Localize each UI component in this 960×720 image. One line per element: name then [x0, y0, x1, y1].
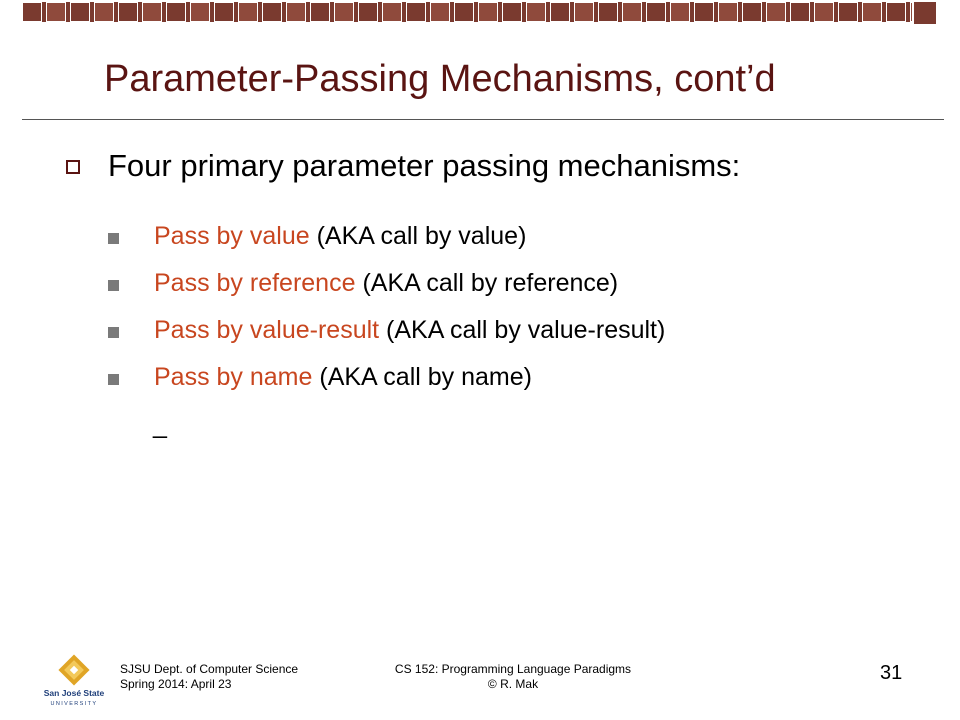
- top-decorative-bar: [0, 0, 960, 28]
- mechanism-aka: (AKA call by name): [312, 363, 532, 391]
- top-bar-square: [22, 2, 42, 22]
- top-bar-square: [70, 2, 90, 22]
- mechanism-name: Pass by value-result: [154, 316, 380, 344]
- mechanism-aka: (AKA call by value-result): [379, 316, 666, 344]
- top-bar-square: [742, 2, 762, 22]
- top-bar-square: [46, 2, 66, 22]
- mechanism-name: Pass by name: [154, 363, 313, 391]
- top-bar-square: [214, 2, 234, 22]
- top-bar-square: [358, 2, 378, 22]
- top-bar-square: [94, 2, 114, 22]
- footer-left: [120, 662, 298, 692]
- footer-author: © R. Mak: [487, 677, 539, 691]
- top-bar-square: [862, 2, 882, 22]
- top-bar-square: [550, 2, 570, 22]
- trailing-cursor-mark: _: [153, 411, 167, 439]
- logo-name-text: San José State: [43, 688, 105, 698]
- top-bar-square: [886, 2, 906, 22]
- mechanism-aka: (AKA call by reference): [355, 269, 619, 297]
- footer-course: CS 152: Programming Language Paradigms: [394, 662, 632, 676]
- top-bar-square: [790, 2, 810, 22]
- footer-date: Spring 2014: April 23: [120, 677, 232, 691]
- top-bar-square: [478, 2, 498, 22]
- top-bar-square: [166, 2, 186, 22]
- page-number: 31: [880, 662, 903, 684]
- title-divider: [22, 119, 944, 120]
- logo-university-text: UNIVERSITY: [50, 701, 98, 707]
- top-bar-square: [454, 2, 474, 22]
- square-bullet-icon: [108, 280, 119, 291]
- top-bar-square: [622, 2, 642, 22]
- top-bar-square: [190, 2, 210, 22]
- top-bar-square: [574, 2, 594, 22]
- top-bar-square: [694, 2, 714, 22]
- top-bar-square: [142, 2, 162, 22]
- top-bar-square: [838, 2, 858, 22]
- top-bar-square: [118, 2, 138, 22]
- mechanism-name: Pass by value: [154, 222, 310, 250]
- footer-center: [382, 662, 644, 692]
- hollow-square-bullet-icon: [66, 160, 80, 174]
- sjsu-logo: [42, 652, 106, 708]
- top-bar-square: [670, 2, 690, 22]
- top-bar-square: [526, 2, 546, 22]
- top-bar-square: [502, 2, 522, 22]
- top-bar-square: [646, 2, 666, 22]
- square-bullet-icon: [108, 374, 119, 385]
- square-bullet-icon: [108, 233, 119, 244]
- top-bar-square: [718, 2, 738, 22]
- footer-dept: SJSU Dept. of Computer Science: [120, 662, 299, 676]
- top-bar-corner-square: [912, 0, 938, 26]
- top-bar-square: [334, 2, 354, 22]
- slide-title: Parameter-Passing Mechanisms, cont’d: [104, 58, 776, 100]
- top-bar-square: [238, 2, 258, 22]
- top-bar-square: [286, 2, 306, 22]
- main-bullet-text: Four primary parameter passing mechanisms:: [108, 148, 741, 183]
- top-bar-square: [406, 2, 426, 22]
- square-bullet-icon: [108, 327, 119, 338]
- top-bar-square: [430, 2, 450, 22]
- top-bar-square: [598, 2, 618, 22]
- mechanism-aka: (AKA call by value): [309, 222, 527, 250]
- top-bar-square: [262, 2, 282, 22]
- mechanism-name: Pass by reference: [154, 269, 356, 297]
- top-bar-square: [310, 2, 330, 22]
- top-bar-square: [382, 2, 402, 22]
- top-bar-square: [814, 2, 834, 22]
- top-bar-square: [766, 2, 786, 22]
